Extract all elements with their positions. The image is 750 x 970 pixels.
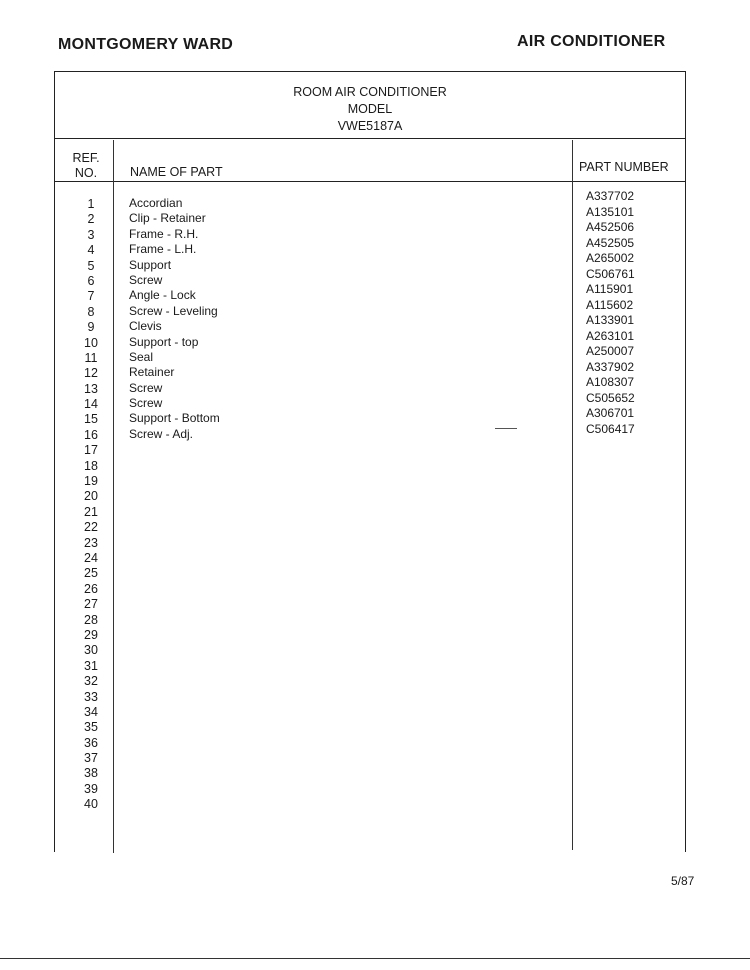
part-number: A135101	[586, 204, 635, 219]
part-name: Retainer	[129, 365, 175, 380]
category-title: AIR CONDITIONER	[517, 33, 666, 50]
part-number: A306701	[586, 406, 635, 420]
part-name: Screw	[129, 396, 163, 411]
ref-number: 26	[84, 581, 98, 596]
ref-number: 16	[84, 427, 98, 442]
title-line-1: ROOM AIR CONDITIONER	[293, 85, 447, 99]
ref-number: 13	[84, 381, 98, 396]
part-number: A265002	[586, 251, 635, 265]
header-divider	[54, 181, 686, 182]
part-name: Clevis	[129, 319, 162, 334]
part-number-list	[586, 189, 635, 437]
part-name-list	[129, 196, 220, 442]
name-of-part-header: NAME OF PART	[130, 165, 223, 179]
part-number: A452506	[586, 220, 635, 234]
title-line-2: MODEL	[347, 102, 393, 116]
ref-number: 27	[84, 597, 98, 612]
ref-number: 37	[84, 751, 98, 766]
ref-number: 8	[87, 304, 95, 319]
ref-number-list	[74, 197, 108, 813]
ref-number: 7	[87, 289, 95, 304]
part-name: Accordian	[129, 196, 183, 210]
part-number: C506761	[586, 266, 635, 281]
ref-number: 32	[84, 674, 98, 689]
ref-number: 38	[84, 766, 98, 781]
ref-no-header	[66, 151, 106, 181]
ref-number: 28	[84, 612, 98, 627]
ref-number: 5	[87, 258, 95, 273]
part-number: A337902	[586, 359, 635, 374]
part-number: C505652	[586, 390, 635, 405]
ref-number: 21	[84, 504, 98, 519]
part-number: A452505	[586, 235, 635, 250]
ref-number: 15	[84, 412, 98, 427]
ref-number: 34	[84, 704, 98, 719]
ref-column-divider	[113, 140, 114, 853]
part-number: C506417	[586, 421, 635, 436]
page-bottom-rule	[0, 958, 750, 959]
part-name: Screw - Leveling	[129, 303, 218, 318]
ref-number: 12	[84, 366, 98, 381]
ref-number: 39	[84, 781, 98, 796]
ref-number: 23	[84, 535, 98, 550]
ref-number: 30	[84, 643, 98, 658]
ref-number: 22	[84, 520, 98, 535]
ref-header-line-2: NO.	[74, 166, 98, 180]
part-name: Seal	[129, 349, 154, 364]
part-number: A108307	[586, 375, 635, 389]
part-name: Screw	[129, 272, 163, 287]
ref-number: 18	[84, 458, 98, 473]
brand-name: MONTGOMERY WARD	[58, 36, 234, 53]
ref-number: 3	[87, 227, 95, 242]
ref-number: 1	[87, 197, 95, 211]
ref-number: 10	[84, 335, 98, 350]
ref-number: 14	[84, 397, 98, 412]
ref-number: 20	[84, 489, 98, 504]
part-number: A133901	[586, 313, 635, 327]
ref-number: 35	[84, 720, 98, 735]
ref-number: 2	[87, 212, 95, 227]
part-number: A115901	[586, 282, 634, 296]
title-divider	[54, 138, 686, 139]
part-name: Support	[129, 257, 172, 272]
part-name: Frame - R.H.	[129, 226, 199, 241]
ref-number: 24	[84, 550, 98, 565]
ref-number: 33	[84, 689, 98, 704]
part-name: Angle - Lock	[129, 288, 196, 303]
ref-number: 6	[87, 273, 95, 288]
part-number: A115602	[586, 297, 634, 312]
part-number-column-divider	[572, 140, 573, 850]
part-number: A263101	[586, 328, 635, 343]
ref-number: 11	[84, 350, 98, 365]
ref-header-line-1: REF.	[72, 151, 100, 165]
page-number: 5/87	[671, 874, 695, 888]
part-number: A250007	[586, 344, 635, 358]
ref-number: 19	[84, 474, 98, 489]
ref-number: 4	[87, 243, 95, 258]
part-name: Screw	[129, 380, 163, 395]
ref-number: 36	[84, 735, 98, 750]
ref-number: 25	[84, 566, 98, 581]
model-number: VWE5187A	[337, 119, 403, 133]
ref-number: 9	[87, 320, 95, 335]
ref-number: 40	[84, 797, 98, 812]
part-name: Screw - Adj.	[129, 426, 194, 441]
ref-number: 29	[84, 627, 98, 642]
part-number: A337702	[586, 189, 635, 203]
part-name: Clip - Retainer	[129, 211, 206, 226]
part-name: Support - top	[129, 334, 199, 349]
ref-number: 31	[84, 658, 98, 673]
ref-number: 17	[84, 443, 98, 458]
table-title	[240, 84, 500, 135]
part-name: Support - Bottom	[129, 411, 220, 426]
part-name: Frame - L.H.	[129, 242, 197, 257]
part-number-header: PART NUMBER	[579, 160, 669, 174]
stray-mark	[495, 428, 517, 429]
